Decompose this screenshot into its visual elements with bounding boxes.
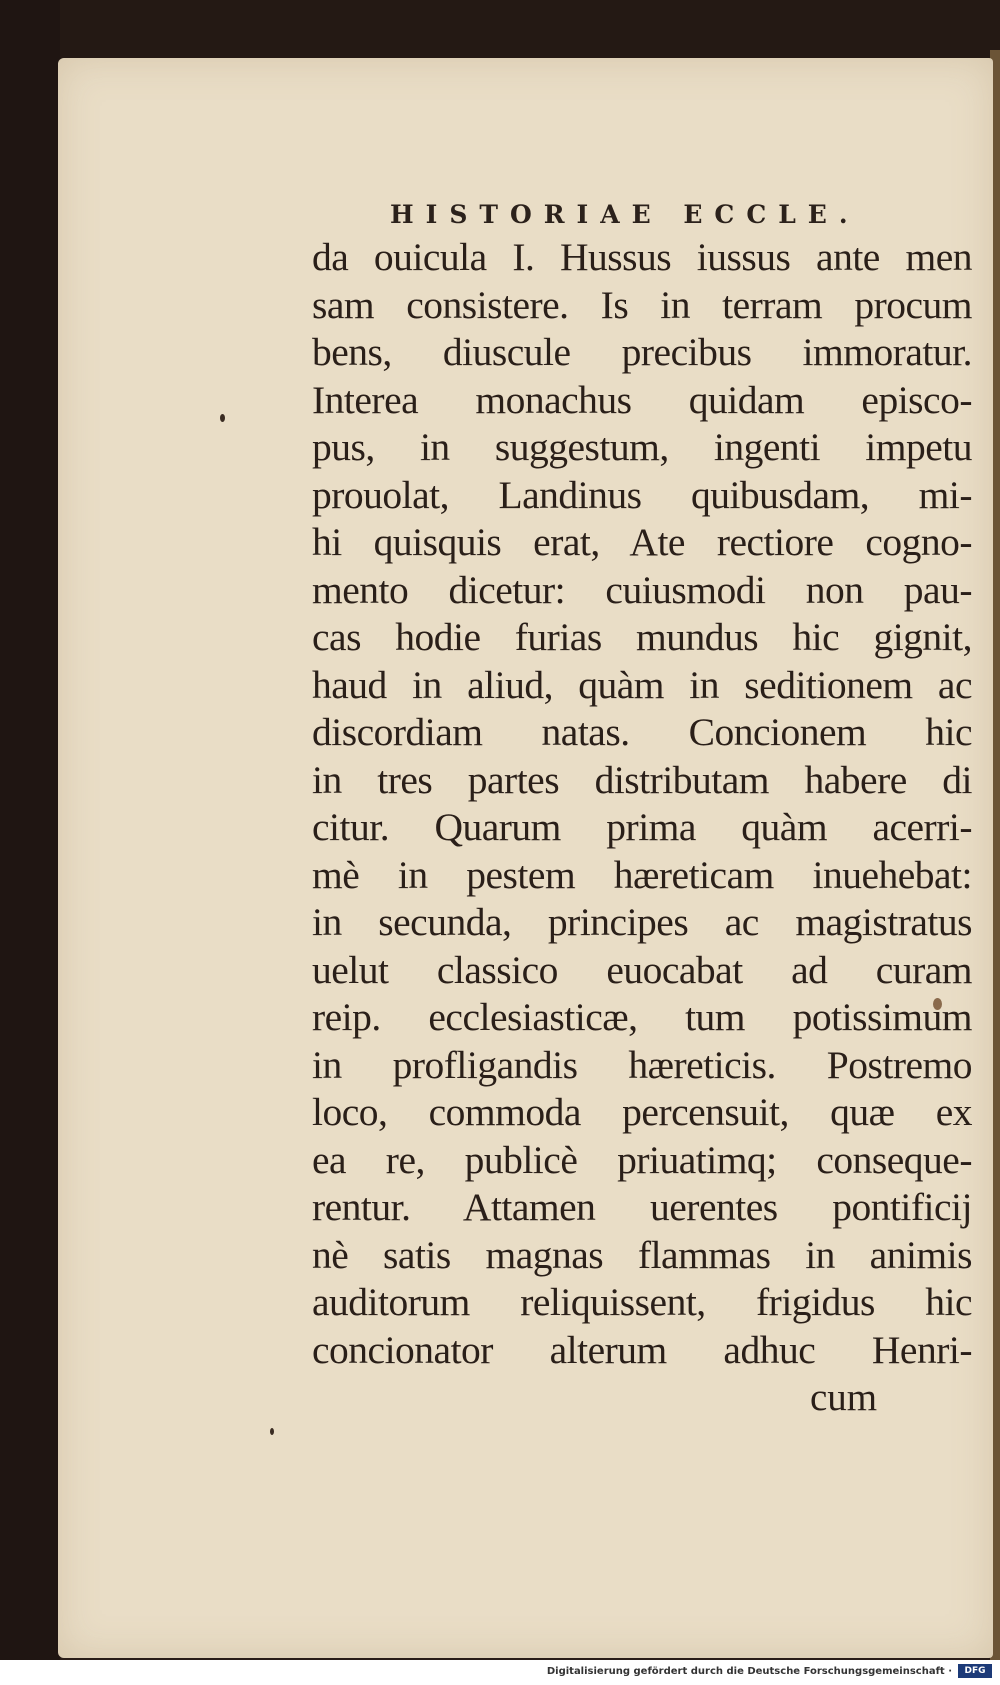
text-line: hi quisquis erat, Ate rectiore cogno- [312, 520, 972, 564]
scan-top-edge [0, 0, 1000, 60]
catchword: cum [810, 1376, 878, 1419]
text-line: mè in pestem hæreticam inuehebat: [312, 852, 972, 897]
text-line: haud in aliud, quàm in seditionem ac [312, 662, 972, 707]
text-line: in profligandis hæreticis. Postremo [312, 1042, 972, 1087]
text-line: cas hodie furias mundus hic gignit, [312, 615, 972, 659]
text-line: auditorum reliquissent, frigidus hic [312, 1280, 972, 1324]
text-line: in tres partes distributam habere di [312, 757, 972, 802]
text-line: rentur. Attamen uerentes pontificij [312, 1185, 972, 1229]
text-line: sam consistere. Is in terram procum [312, 282, 972, 327]
text-line: da ouicula I. Hussus iussus ante men [312, 235, 972, 279]
text-line: prouolat, Landinus quibusdam, mi- [312, 472, 972, 517]
text-line: Interea monachus quidam episco- [312, 377, 972, 422]
text-line: ea re, publicè priuatimq; conseque- [312, 1137, 972, 1182]
text-line: mento dicetur: cuiusmodi non pau- [312, 567, 972, 612]
text-line: concionator alterum adhuc Henri- [312, 1327, 972, 1372]
text-line: in secunda, principes ac magistratus [312, 900, 972, 944]
footer-bar [0, 1660, 1000, 1685]
dfg-logo: DFG [958, 1664, 992, 1678]
ink-speck [220, 414, 225, 422]
body-text [312, 234, 972, 1374]
text-line: loco, commoda percensuit, quæ ex [312, 1090, 972, 1134]
text-line: reip. ecclesiasticæ, tum potissimum [312, 995, 972, 1039]
footer-credit: Digitalisierung gefördert durch die Deutsche Forschungsgemeinschaft · [546, 1666, 952, 1677]
running-head: HISTORIAE ECCLE. [390, 200, 860, 229]
text-line: citur. Quarum prima quàm acerri- [312, 805, 972, 849]
text-line: bens, diuscule precibus immoratur. [312, 330, 972, 374]
text-line: nè satis magnas flammas in animis [312, 1232, 972, 1277]
ink-speck [270, 1428, 274, 1435]
book-binding [0, 0, 60, 1660]
text-line: uelut classico euocabat ad curam [312, 947, 972, 992]
text-line: pus, in suggestum, ingenti impetu [312, 425, 972, 469]
text-line: discordiam natas. Concionem hic [312, 710, 972, 754]
